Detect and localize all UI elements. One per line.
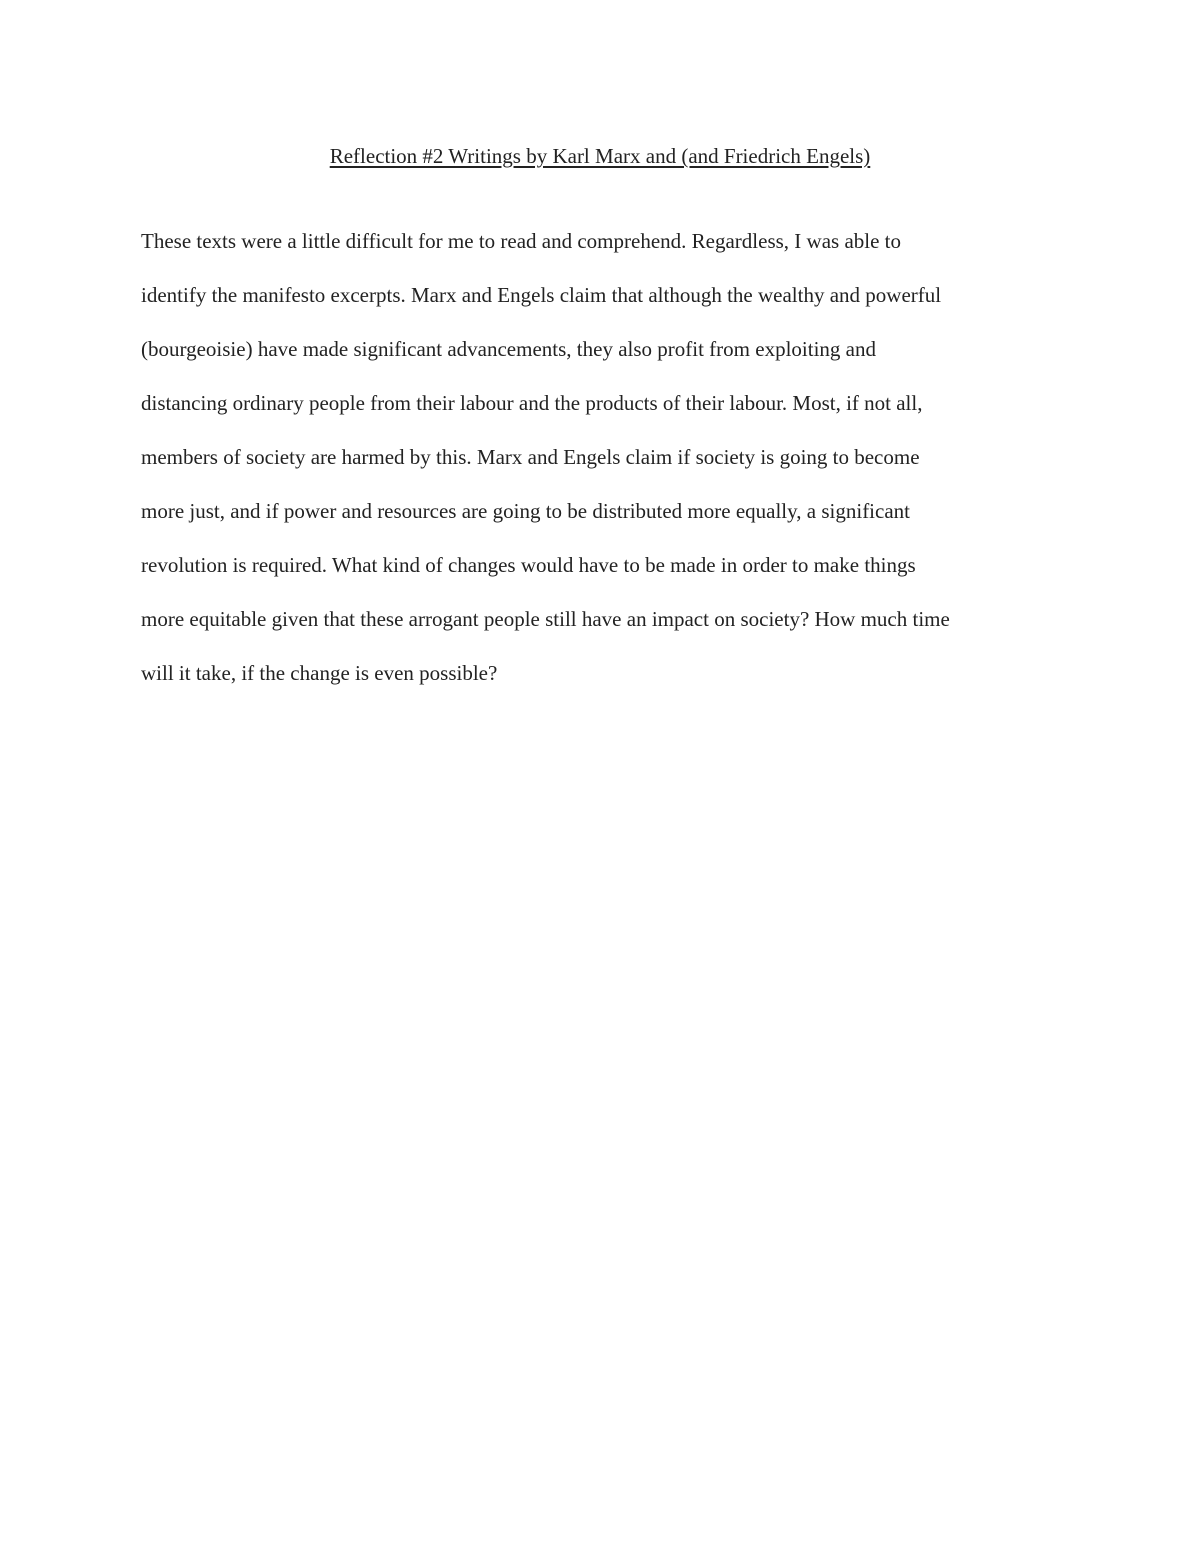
paragraph-line: These texts were a little difficult for me to read and comprehend. Regardless, I was able to bbox=[141, 229, 902, 253]
document-title bbox=[0, 141, 1200, 171]
paragraph-line: more just, and if power and resources are going to be distributed more equally, a significant bbox=[141, 499, 910, 523]
paragraph-line: distancing ordinary people from their labour and the products of their labour. Most, if not all, bbox=[141, 391, 923, 415]
body-paragraph bbox=[141, 226, 1071, 712]
paragraph-line: members of society are harmed by this. Marx and Engels claim if society is going to become bbox=[141, 445, 920, 469]
paragraph-line: (bourgeoisie) have made significant advancements, they also profit from exploiting and bbox=[141, 337, 876, 361]
paragraph-line: revolution is required. What kind of changes would have to be made in order to make things bbox=[141, 553, 916, 577]
paragraph-line: identify the manifesto excerpts. Marx and Engels claim that although the wealthy and powerful bbox=[141, 283, 942, 307]
paragraph-line: more equitable given that these arrogant people still have an impact on society? How much time bbox=[141, 607, 950, 631]
paragraph-line: will it take, if the change is even possible? bbox=[141, 661, 498, 685]
document-title-text: Reflection #2 Writings by Karl Marx and (and Friedrich Engels) bbox=[329, 144, 871, 168]
